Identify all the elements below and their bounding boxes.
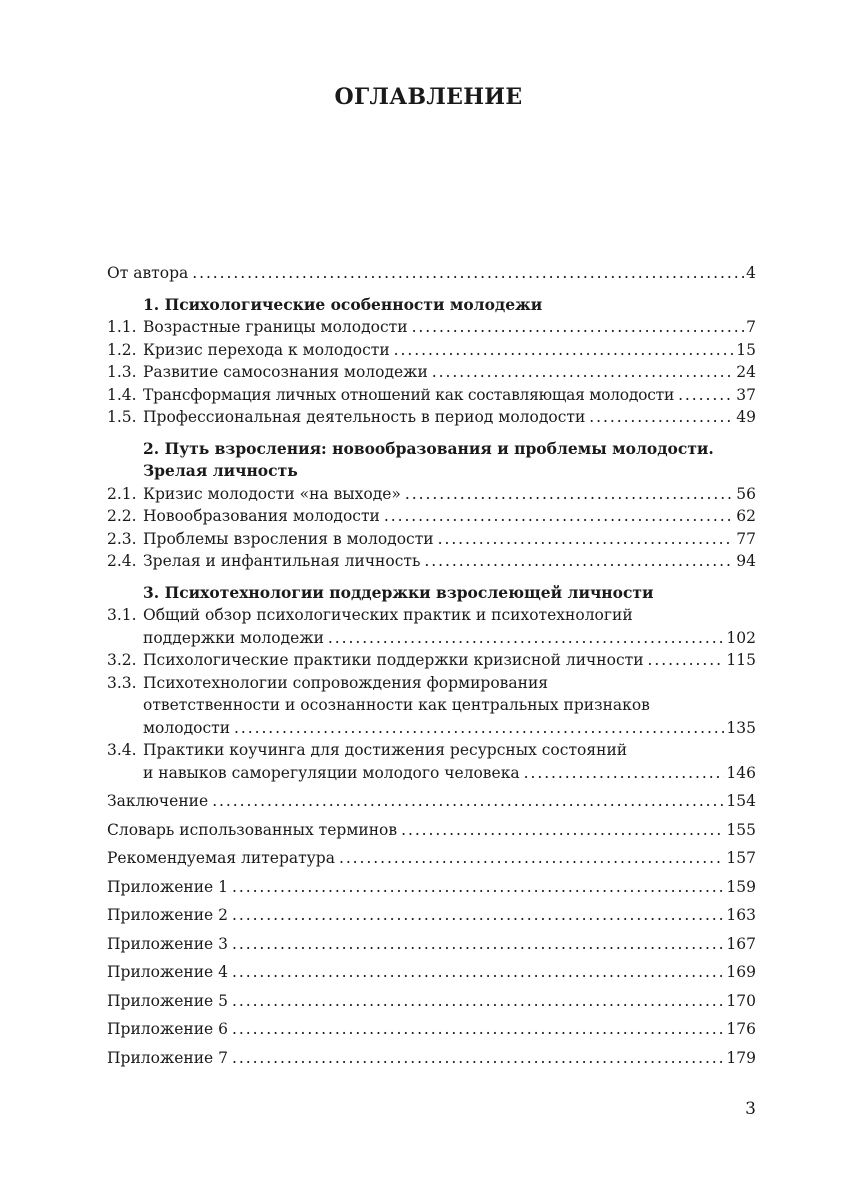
toc-entry-title: Психотехнологии сопровождения формирования xyxy=(143,673,549,692)
table-of-contents xyxy=(107,262,756,1069)
dot-leader xyxy=(232,904,724,927)
toc-entry-page: 176 xyxy=(726,1020,756,1038)
dot-leader xyxy=(232,933,724,956)
toc-entry-title: От автора xyxy=(107,264,189,282)
toc-entry-multiline[interactable] xyxy=(107,604,756,627)
dot-leader xyxy=(234,717,724,740)
toc-entry-multiline[interactable] xyxy=(107,672,756,695)
dot-leader xyxy=(232,876,724,899)
dot-leader xyxy=(328,627,724,650)
toc-entry-title: Рекомендуемая литература xyxy=(107,849,335,867)
toc-entry-number: 1.3. xyxy=(107,363,137,381)
toc-entry-number: 1.4. xyxy=(107,385,137,404)
toc-entry-title: Приложение 2 xyxy=(107,906,229,924)
toc-entry-appendix[interactable] xyxy=(107,961,756,984)
toc-entry-page: 155 xyxy=(726,820,756,839)
toc-entry-continuation[interactable] xyxy=(107,717,756,740)
toc-entry[interactable] xyxy=(107,483,756,506)
toc-entry-title: Приложение 6 xyxy=(107,1020,229,1038)
toc-entry-page: 159 xyxy=(726,877,756,896)
toc-entry[interactable] xyxy=(107,339,756,362)
toc-entry-number: 1.5. xyxy=(107,408,137,426)
toc-entry-page: 115 xyxy=(726,651,756,669)
toc-entry-appendix[interactable] xyxy=(107,876,756,899)
dot-leader xyxy=(524,762,725,785)
toc-entry-continuation[interactable] xyxy=(107,627,756,650)
dot-leader xyxy=(339,847,724,870)
toc-entry-appendix[interactable] xyxy=(107,990,756,1013)
toc-entry-page: 37 xyxy=(736,385,756,404)
toc-entry-page: 94 xyxy=(736,552,756,570)
dot-leader xyxy=(212,790,724,813)
toc-entry-page: 163 xyxy=(726,906,756,924)
toc-entry[interactable] xyxy=(107,528,756,551)
toc-entry[interactable] xyxy=(107,316,756,339)
toc-entry-title-line: поддержки молодежи xyxy=(143,628,324,647)
toc-entry-title: Психологические практики поддержки кризисной личности xyxy=(143,651,644,669)
toc-entry-title: Трансформация личных отношений как составляющая молодости xyxy=(143,385,675,404)
toc-entry[interactable] xyxy=(107,505,756,528)
toc-entry-appendix[interactable] xyxy=(107,933,756,956)
section-heading: 2. Путь взросления: новообразования и проблемы молодости. xyxy=(143,438,714,458)
dot-leader xyxy=(405,483,734,506)
toc-entry-title: Приложение 3 xyxy=(107,934,229,953)
toc-entry-number: 1.1. xyxy=(107,318,137,336)
toc-entry-page: 24 xyxy=(736,363,756,381)
toc-entry-title: Зрелая и инфантильная личность xyxy=(143,552,421,570)
toc-entry-title: Общий обзор психологических практик и психотехнологий xyxy=(143,606,633,624)
toc-entry[interactable] xyxy=(107,649,756,672)
toc-entry-number: 3.1. xyxy=(107,606,137,624)
toc-entry-page: 169 xyxy=(726,963,756,981)
toc-entry-title: Практики коучинга для достижения ресурсных состояний xyxy=(143,741,628,759)
toc-entry-title-line: молодости xyxy=(143,718,231,737)
toc-entry-title: Приложение 4 xyxy=(107,963,229,981)
toc-entry-backmatter[interactable] xyxy=(107,790,756,813)
dot-leader xyxy=(424,550,734,573)
toc-entry-title: Приложение 5 xyxy=(107,991,229,1010)
section-heading: 1. Психологические особенности молодежи xyxy=(143,294,543,314)
toc-entry-title: Приложение 7 xyxy=(107,1048,229,1067)
dot-leader xyxy=(232,1018,724,1041)
toc-entry-number: 3.3. xyxy=(107,673,137,692)
toc-entry-number: 3.2. xyxy=(107,651,137,669)
dot-leader xyxy=(412,316,745,339)
toc-entry-title-line: ответственности и осознанности как центральных признаков xyxy=(143,696,650,714)
toc-entry[interactable] xyxy=(107,384,756,407)
toc-entry-page: 77 xyxy=(736,529,756,548)
toc-entry-page: 4 xyxy=(746,264,756,282)
toc-entry-appendix[interactable] xyxy=(107,904,756,927)
toc-entry-appendix[interactable] xyxy=(107,1047,756,1070)
toc-entry-page: 15 xyxy=(736,340,756,359)
toc-entry-title: Словарь использованных терминов xyxy=(107,820,398,839)
toc-entry-page: 170 xyxy=(726,991,756,1010)
toc-entry-title: Кризис молодости «на выходе» xyxy=(143,484,401,503)
page-number: 3 xyxy=(745,1099,756,1119)
page-title: ОГЛАВЛЕНИЕ xyxy=(334,84,523,110)
section-heading: 3. Психотехнологии поддержки взрослеющей личности xyxy=(143,582,654,602)
toc-entry[interactable] xyxy=(107,406,756,429)
toc-entry-number: 2.4. xyxy=(107,552,137,570)
dot-leader xyxy=(232,990,724,1013)
section-heading-continued: Зрелая личность xyxy=(143,461,298,480)
toc-entry-title-line: и навыков саморегуляции молодого человека xyxy=(143,763,520,782)
toc-entry-backmatter[interactable] xyxy=(107,819,756,842)
dot-leader xyxy=(394,339,735,362)
toc-entry-page: 49 xyxy=(736,408,756,426)
toc-entry[interactable] xyxy=(107,361,756,384)
toc-entry-title: Приложение 1 xyxy=(107,877,229,896)
toc-entry-title: Новообразования молодости xyxy=(143,507,380,525)
toc-entry-page: 146 xyxy=(726,763,756,782)
dot-leader xyxy=(401,819,724,842)
dot-leader xyxy=(232,1047,724,1070)
toc-entry-multiline[interactable] xyxy=(107,739,756,762)
toc-entry-continuation[interactable] xyxy=(107,762,756,785)
toc-entry-number: 2.2. xyxy=(107,507,137,525)
toc-entry-title: Возрастные границы молодости xyxy=(143,318,408,336)
dot-leader xyxy=(438,528,735,551)
dot-leader xyxy=(192,262,744,285)
dot-leader xyxy=(384,505,734,528)
dot-leader xyxy=(432,361,734,384)
toc-entry-title: Проблемы взросления в молодости xyxy=(143,529,434,548)
toc-entry-page: 62 xyxy=(736,507,756,525)
toc-entry-number: 2.1. xyxy=(107,484,137,503)
toc-entry-page: 102 xyxy=(726,628,756,647)
toc-entry[interactable] xyxy=(107,550,756,573)
toc-entry-page: 56 xyxy=(736,484,756,503)
toc-entry-appendix[interactable] xyxy=(107,1018,756,1041)
toc-entry-title: Заключение xyxy=(107,792,209,810)
toc-entry-page: 157 xyxy=(726,849,756,867)
toc-entry-page: 7 xyxy=(746,318,756,336)
toc-entry-backmatter[interactable] xyxy=(107,847,756,870)
toc-entry-page: 167 xyxy=(726,934,756,953)
dot-leader xyxy=(232,961,724,984)
toc-entry-number: 1.2. xyxy=(107,340,137,359)
dot-leader xyxy=(589,406,734,429)
dot-leader xyxy=(648,649,725,672)
toc-entry-title: Профессиональная деятельность в период молодости xyxy=(143,408,586,426)
toc-entry-number: 2.3. xyxy=(107,529,137,548)
toc-entry-page: 179 xyxy=(726,1048,756,1067)
dot-leader xyxy=(678,384,734,407)
toc-entry-page: 154 xyxy=(726,792,756,810)
toc-entry-title: Кризис перехода к молодости xyxy=(143,340,390,359)
toc-entry-title: Развитие самосознания молодежи xyxy=(143,363,428,381)
toc-entry-number: 3.4. xyxy=(107,741,137,759)
toc-entry-intro[interactable] xyxy=(107,262,756,285)
toc-entry-page: 135 xyxy=(726,718,756,737)
